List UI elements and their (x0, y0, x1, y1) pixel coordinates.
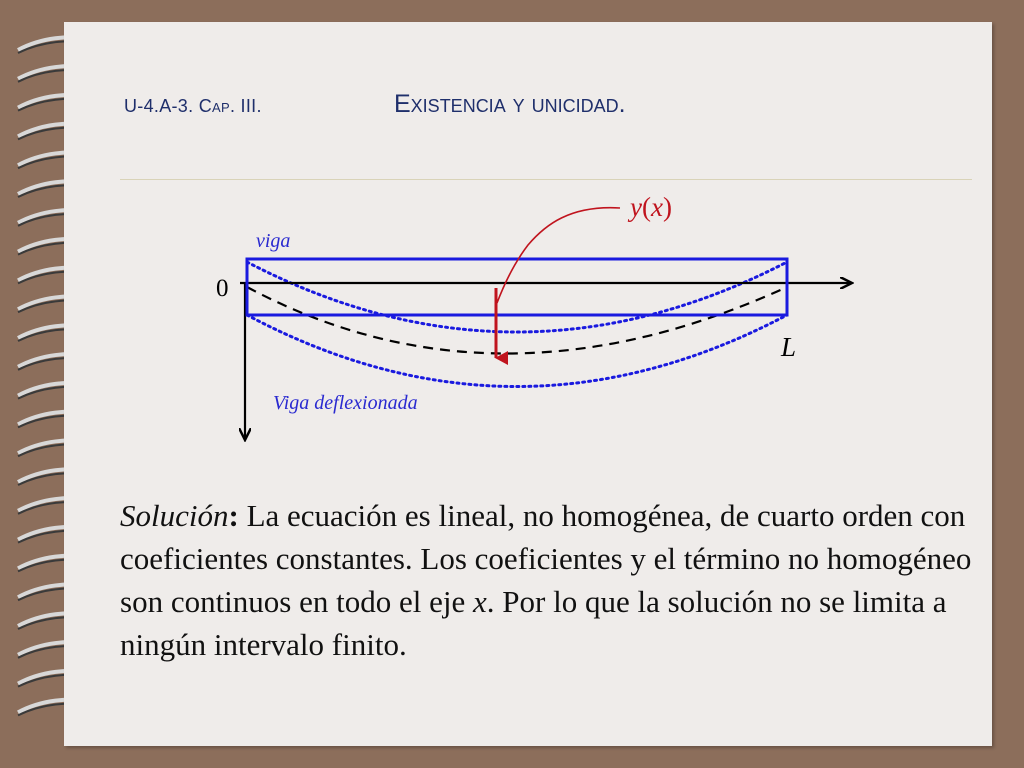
origin-label: 0 (216, 275, 229, 302)
y-of-x-label-open: ( (641, 192, 651, 222)
solution-colon: : (228, 498, 239, 533)
deflected-beam-label: Viga deflexionada (273, 392, 418, 414)
y-of-x-label-close: ) (662, 192, 672, 222)
y-of-x-label-y: y (630, 192, 642, 222)
solution-lead: Solución (120, 498, 229, 533)
beam-rectangle (247, 259, 787, 315)
unit-header: U-4.A-3. Cap. III. (124, 96, 262, 116)
length-label: L (781, 332, 797, 362)
solution-paragraph (120, 494, 1000, 666)
y-of-x-label-x: x (650, 192, 663, 222)
solution-text-2: . Por lo que la solución no se limita a ningún intervalo finito. (120, 584, 947, 662)
topic-header: Existencia y unicidad. (394, 90, 626, 118)
solution-text-1: La ecuación es lineal, no homogénea, de cuarto orden con coeficientes constantes. Los coeficientes y el término no homogéneo son continuos en todo el eje (120, 498, 972, 619)
solution-variable-x: x (473, 584, 487, 619)
deflected-beam-bottom-outline (247, 315, 787, 387)
beam-label: viga (256, 230, 291, 252)
y-label-pointer (497, 208, 620, 303)
y-of-x-label (627, 192, 672, 222)
deflected-beam-top-outline (247, 262, 787, 332)
